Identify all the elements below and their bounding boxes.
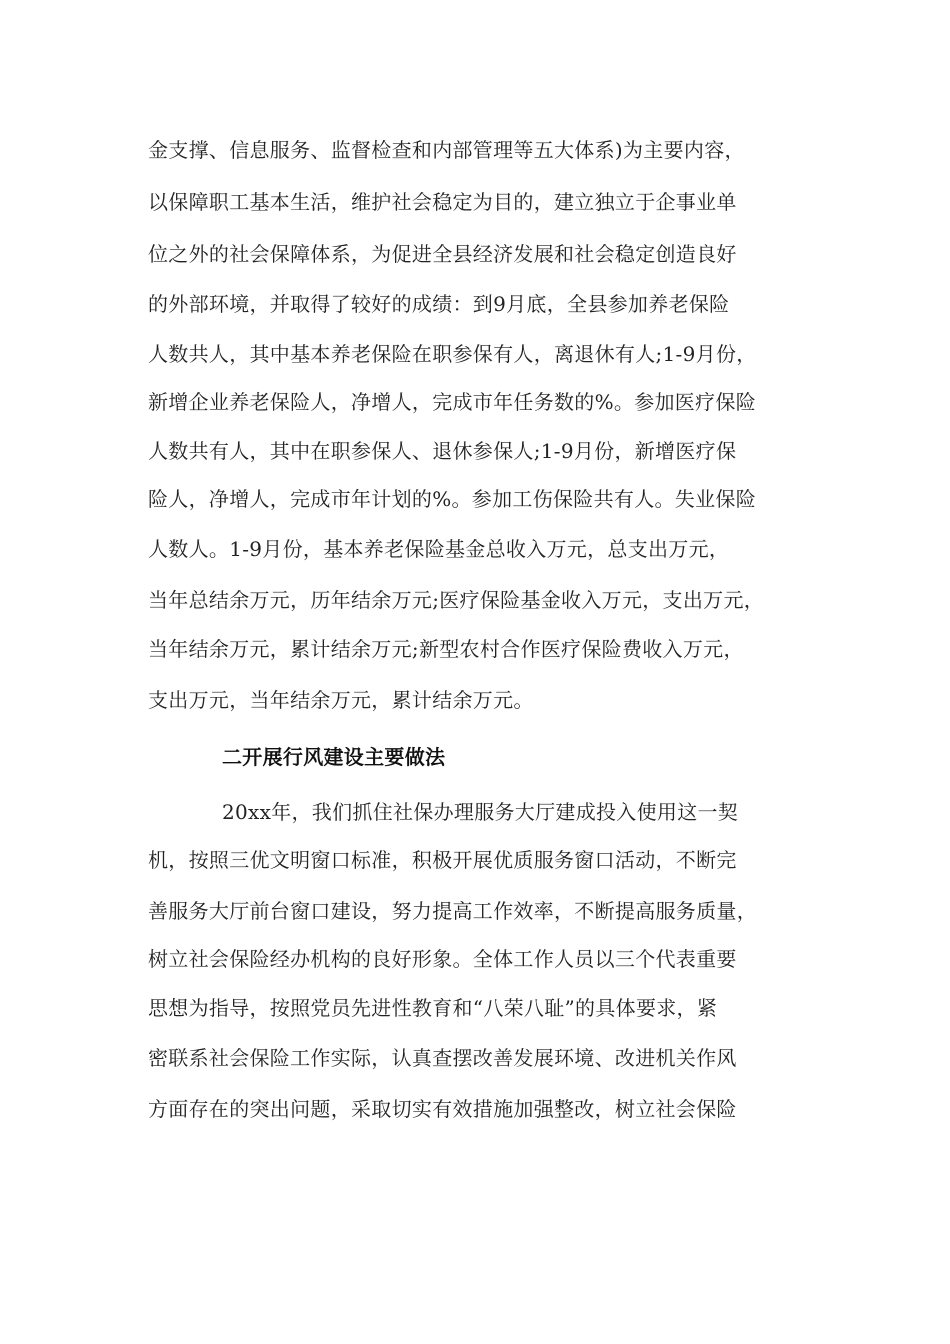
body-text-line: 以保障职工基本生活，维护社会稳定为目的，建立独立于企事业单 <box>148 190 737 214</box>
body-text-line: 险人，净增人，完成市年计划的%。参加工伤保险共有人。失业保险 <box>148 487 757 511</box>
section-heading: 二开展行风建设主要做法 <box>222 745 446 769</box>
body-text-line: 善服务大厅前台窗口建设，努力提高工作效率，不断提高服务质量， <box>148 899 757 923</box>
body-text-line: 机，按照三优文明窗口标准，积极开展优质服务窗口活动，不断完 <box>148 848 737 872</box>
body-text-line: 当年结余万元，累计结余万元;新型农村合作医疗保险费收入万元， <box>148 637 744 661</box>
body-text-line: 20xx年，我们抓住社保办理服务大厅建成投入使用这一契 <box>222 800 739 824</box>
body-text-line: 支出万元，当年结余万元，累计结余万元。 <box>148 688 534 712</box>
body-text-line: 人数共人，其中基本养老保险在职参保有人，离退休有人;1-9月份， <box>148 342 757 366</box>
body-text-line: 人数共有人，其中在职参保人、退休参保人;1-9月份，新增医疗保 <box>148 439 737 463</box>
body-text-line: 思想为指导，按照党员先进性教育和“八荣八耻”的具体要求，紧 <box>148 996 718 1020</box>
body-text-line: 人数人。1-9月份，基本养老保险基金总收入万元，总支出万元， <box>148 537 730 561</box>
body-text-line: 方面存在的突出问题，采取切实有效措施加强整改，树立社会保险 <box>148 1097 737 1121</box>
body-text-line: 当年总结余万元，历年结余万元;医疗保险基金收入万元，支出万元， <box>148 588 765 612</box>
body-text-line: 新增企业养老保险人，净增人，完成市年任务数的%。参加医疗保险 <box>148 390 757 414</box>
body-text-line: 密联系社会保险工作实际，认真查摆改善发展环境、改进机关作风 <box>148 1046 737 1070</box>
body-text-line: 树立社会保险经办机构的良好形象。全体工作人员以三个代表重要 <box>148 947 737 971</box>
body-text-line: 的外部环境，并取得了较好的成绩：到9月底，全县参加养老保险 <box>148 292 730 316</box>
body-text-line: 位之外的社会保障体系，为促进全县经济发展和社会稳定创造良好 <box>148 242 737 266</box>
body-text-line: 金支撑、信息服务、监督检查和内部管理等五大体系)为主要内容， <box>148 138 745 162</box>
